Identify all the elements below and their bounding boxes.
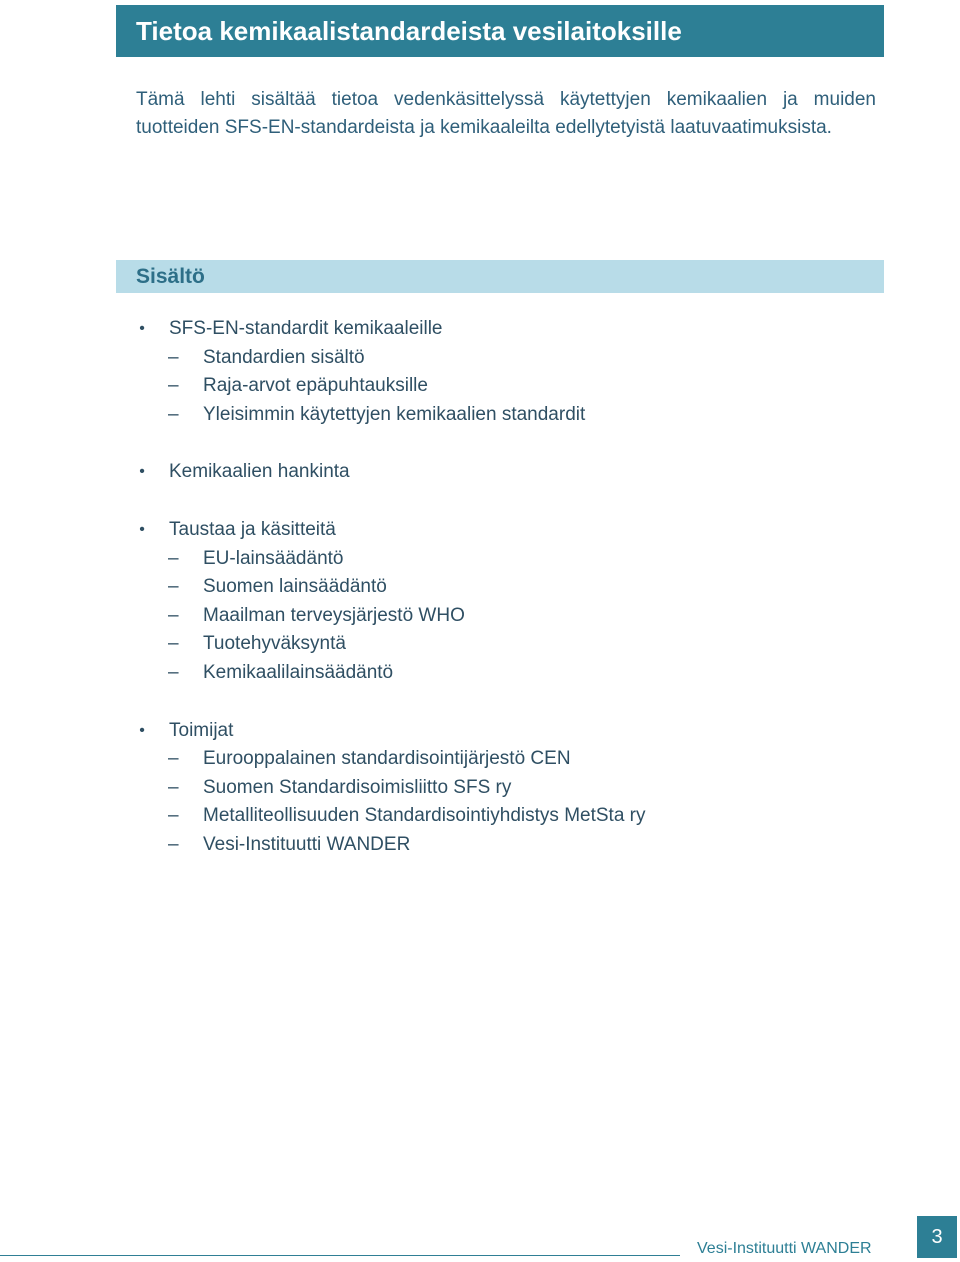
footer-org: Vesi-Instituutti WANDER (697, 1240, 872, 1257)
toc-sub-label: Raja-arvot epäpuhtauksille (203, 375, 428, 397)
toc-group (136, 315, 876, 429)
dash-icon: – (168, 748, 179, 770)
dash-icon: – (168, 833, 179, 855)
toc-sub-label: Metalliteollisuuden Standardisointiyhdistys MetSta ry (203, 805, 646, 827)
dash-icon: – (168, 661, 179, 683)
dash-icon: – (168, 375, 179, 397)
toc-sub-label: Kemikaalilainsäädäntö (203, 661, 394, 683)
toc-sub-label: Yleisimmin käytettyjen kemikaalien standardit (203, 403, 586, 425)
toc-group (136, 516, 876, 688)
toc-main-label: Toimijat (169, 719, 234, 741)
toc-sub-label: Vesi-Instituutti WANDER (203, 833, 411, 855)
toc-sub-label: Suomen lainsäädäntö (203, 576, 387, 598)
toc-main-label: Kemikaalien hankinta (169, 461, 350, 483)
toc-sub-item (136, 745, 876, 774)
dash-icon: – (168, 604, 179, 626)
toc-sub-label: EU-lainsäädäntö (203, 547, 344, 569)
toc-group (136, 717, 876, 860)
intro-text: Tämä lehti sisältää tietoa vedenkäsittelyssä käytettyjen kemikaalien ja muiden tuotteiden SFS-EN-standardeista ja kemikaaleilta edellytetyistä laatuvaatimuksista. (136, 89, 876, 138)
dash-icon: – (168, 346, 179, 368)
toc-sub-label: Standardien sisältö (203, 346, 365, 368)
toc-sub-item (136, 372, 876, 401)
toc-main-label: Taustaa ja käsitteitä (169, 518, 336, 540)
toc-sub-item (136, 545, 876, 574)
toc-sub-item (136, 602, 876, 631)
toc-main-item (136, 315, 876, 344)
toc-sub-item (136, 401, 876, 430)
dash-icon: – (168, 633, 179, 655)
bullet-icon: • (139, 320, 145, 337)
dash-icon: – (168, 547, 179, 569)
dash-icon: – (168, 776, 179, 798)
toc-sub-item (136, 831, 876, 860)
toc-sub-label: Eurooppalainen standardisointijärjestö CEN (203, 748, 571, 770)
table-of-contents (136, 315, 876, 889)
toc-sub-item (136, 802, 876, 831)
toc-sub-item (136, 573, 876, 602)
toc-sub-item (136, 630, 876, 659)
toc-sub-label: Suomen Standardisoimisliitto SFS ry (203, 776, 512, 798)
page-number: 3 (917, 1216, 957, 1258)
toc-sub-item (136, 659, 876, 688)
toc-sub-item (136, 774, 876, 803)
toc-main-label: SFS-EN-standardit kemikaaleille (169, 318, 443, 339)
contents-heading: Sisältö (116, 260, 884, 293)
dash-icon: – (168, 805, 179, 827)
page-title: Tietoa kemikaalistandardeista vesilaitoksille (116, 5, 884, 57)
intro-paragraph (136, 86, 876, 142)
toc-sub-label: Tuotehyväksyntä (203, 633, 346, 655)
footer-divider (0, 1255, 680, 1256)
bullet-icon: • (139, 721, 145, 739)
dash-icon: – (168, 403, 179, 425)
toc-main-item (136, 516, 876, 545)
toc-sub-item (136, 344, 876, 373)
toc-main-item (136, 717, 876, 746)
toc-group (136, 458, 876, 487)
bullet-icon: • (139, 463, 145, 481)
dash-icon: – (168, 576, 179, 598)
bullet-icon: • (139, 520, 145, 538)
toc-main-item (136, 458, 876, 487)
toc-sub-label: Maailman terveysjärjestö WHO (203, 604, 465, 626)
